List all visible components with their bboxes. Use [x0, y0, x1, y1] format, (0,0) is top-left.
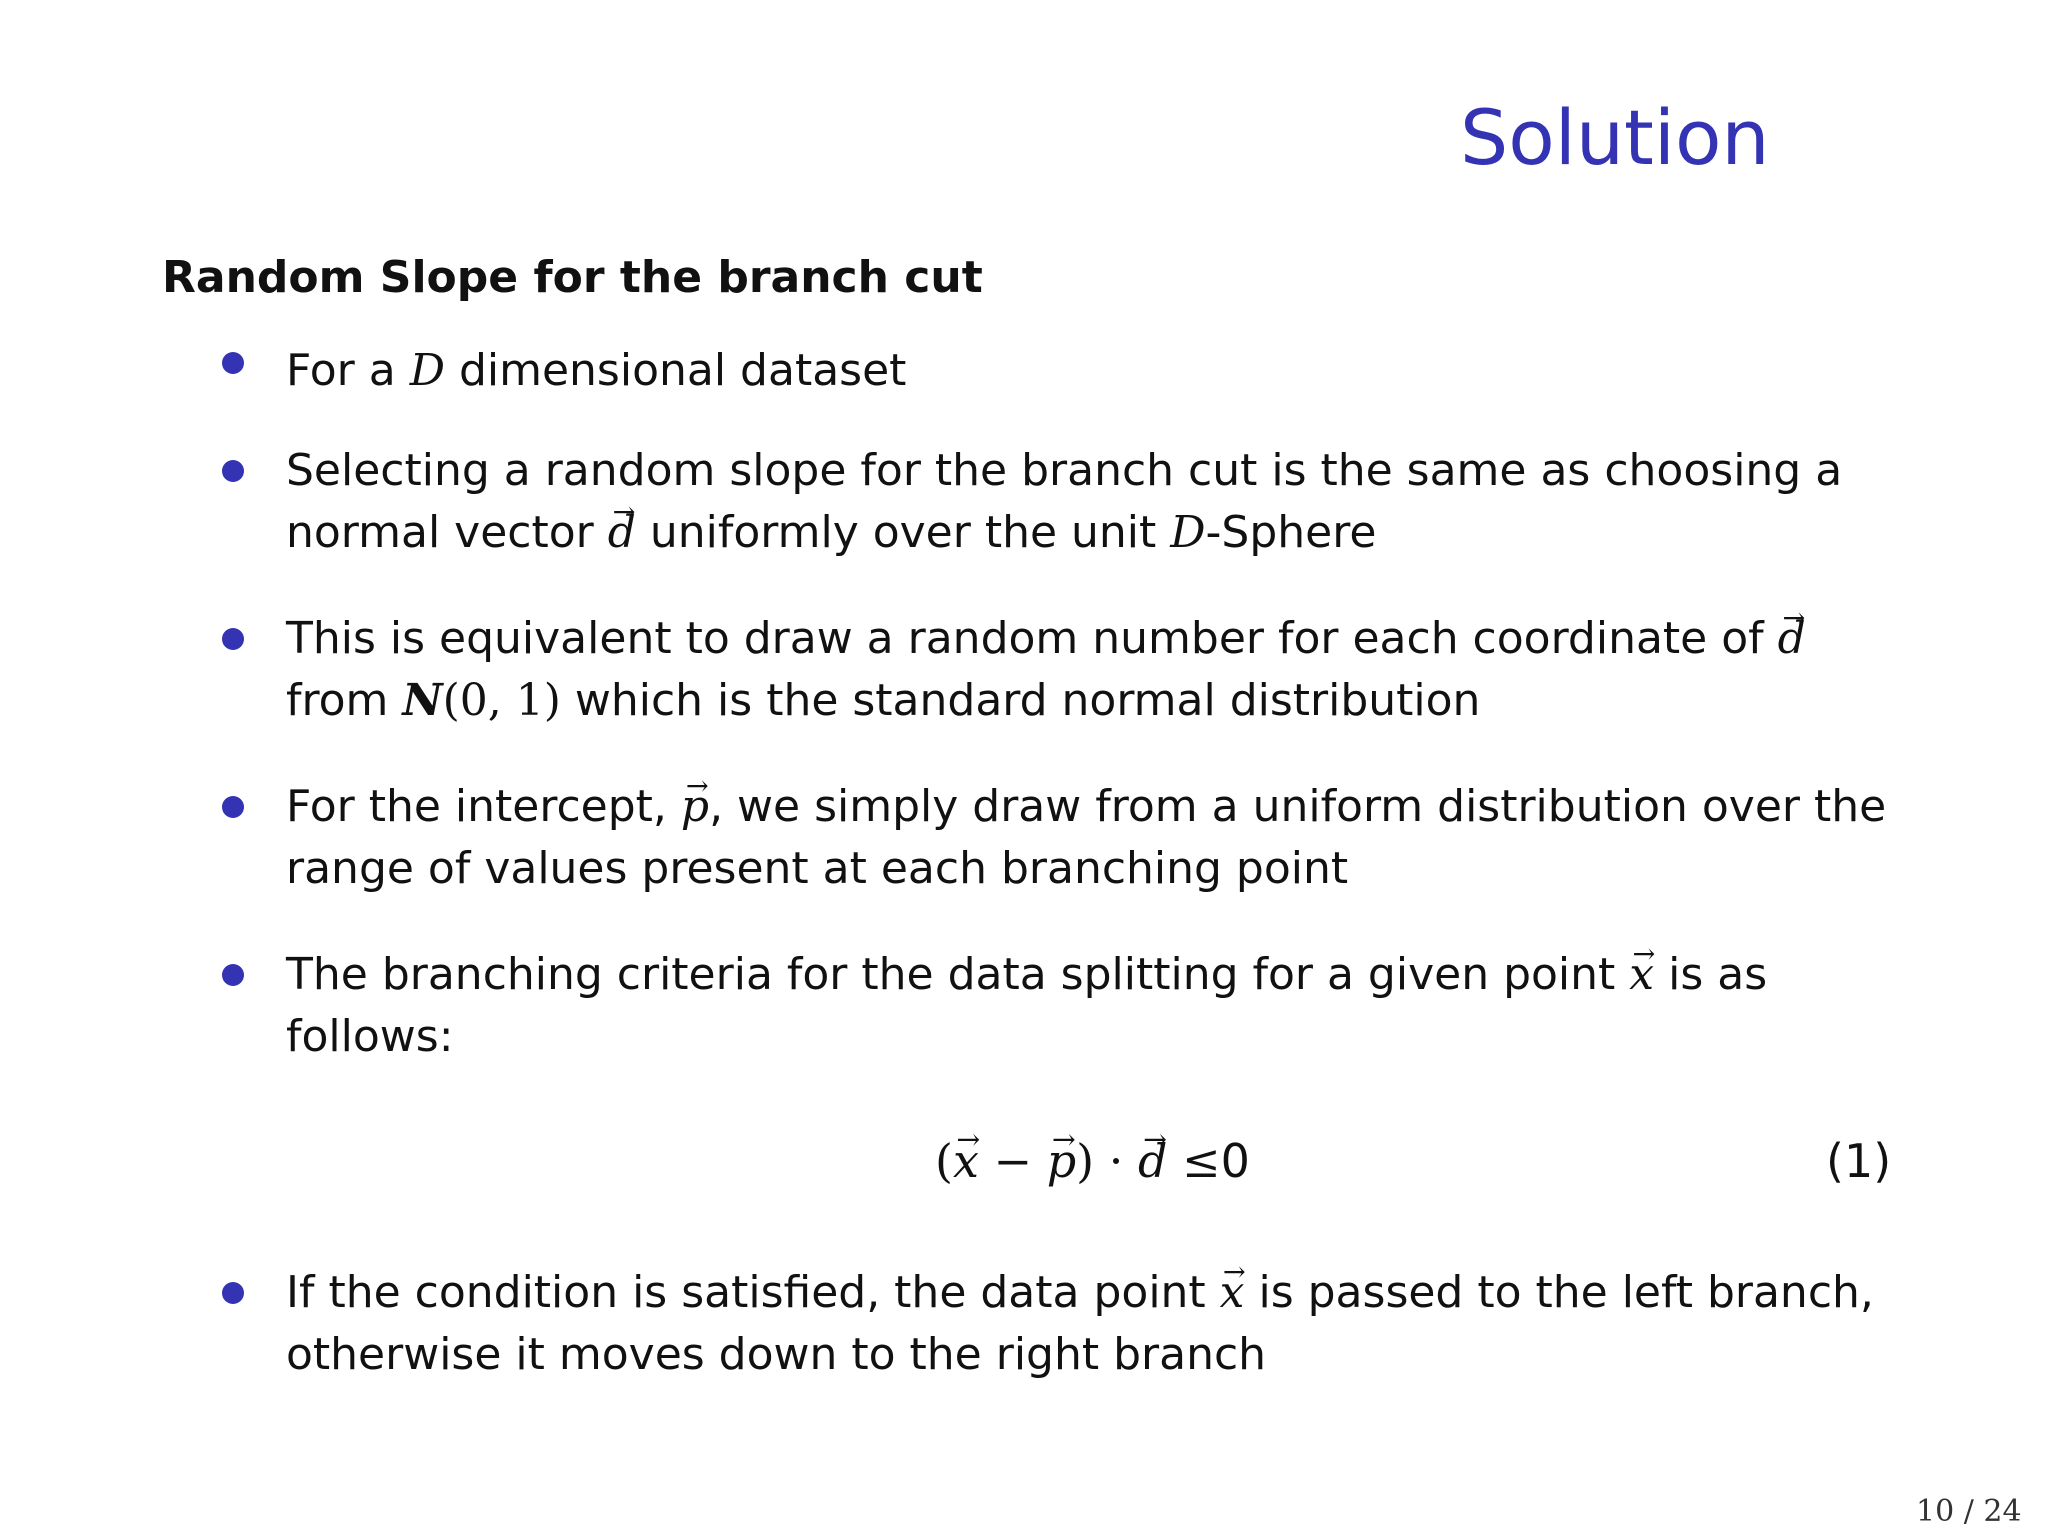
page-number: 10 / 24: [1916, 1494, 2022, 1529]
vector-p: → p: [1047, 1130, 1076, 1192]
bullet-text: [286, 1262, 1926, 1386]
text: This is equivalent to draw a random number for each coordinate of: [286, 613, 1778, 664]
text: The branching criteria for the data splitting for a given point: [286, 949, 1630, 1000]
frame-title: Solution: [1460, 93, 1770, 182]
text: Selecting a random slope for the branch cut is the same as choosing a: [286, 445, 1843, 496]
bullet-icon: [222, 352, 244, 374]
vector-p: → p: [681, 776, 709, 838]
text: which is the standard normal distribution: [560, 675, 1481, 726]
vector-x: → x: [1220, 1262, 1245, 1324]
bullet-text: [286, 944, 1926, 1068]
math-var: D: [409, 345, 445, 396]
text: otherwise it moves down to the right branch: [286, 1329, 1267, 1380]
bullet-icon: [222, 1282, 244, 1304]
text: , we simply draw from a uniform distribution over the: [709, 781, 1887, 832]
dot-operator: ·: [1094, 1134, 1138, 1188]
text-line: [286, 608, 1926, 670]
minus-sign: −: [978, 1134, 1047, 1188]
bullet-text: [286, 608, 1926, 732]
paren-close: ): [1076, 1134, 1095, 1188]
text-line: [286, 944, 1926, 1006]
text: normal vector: [286, 507, 608, 558]
text-line: [286, 502, 1926, 564]
paren-open: (: [935, 1134, 953, 1188]
math-args: (0, 1): [442, 675, 561, 726]
normal-distribution-symbol: N: [402, 675, 443, 726]
text: is as: [1654, 949, 1768, 1000]
equation-number: (1): [1826, 1134, 1892, 1188]
bullet-icon: [222, 964, 244, 986]
vector-d: → d: [1778, 608, 1806, 670]
text: range of values present at each branching point: [286, 843, 1349, 894]
math-var: D: [1170, 507, 1206, 558]
text: For a: [286, 345, 410, 396]
vector-d: → d: [1138, 1130, 1167, 1192]
text: follows:: [286, 1011, 454, 1062]
equation: [935, 1130, 1250, 1192]
text-line: [286, 776, 1926, 838]
text: -Sphere: [1205, 507, 1377, 558]
bullet-icon: [222, 628, 244, 650]
text: For the intercept,: [286, 781, 681, 832]
bullet-icon: [222, 460, 244, 482]
text: is passed to the left branch,: [1244, 1267, 1874, 1318]
leq-sign: ≤: [1167, 1134, 1221, 1188]
text-line: [286, 670, 1926, 732]
text: If the condition is satisfied, the data point: [286, 1267, 1220, 1318]
vector-x: → x: [953, 1130, 979, 1192]
text-line: [286, 1262, 1926, 1324]
bullet-text: [286, 340, 1926, 402]
text: uniformly over the unit: [635, 507, 1171, 558]
vector-d: → d: [608, 502, 636, 564]
subtitle: Random Slope for the branch cut: [162, 252, 983, 303]
bullet-text: [286, 440, 1926, 564]
text: from: [286, 675, 403, 726]
text: dimensional dataset: [444, 345, 907, 396]
vector-x: → x: [1629, 944, 1654, 1006]
bullet-icon: [222, 796, 244, 818]
bullet-text: [286, 776, 1926, 900]
equation-rhs: 0: [1220, 1134, 1250, 1188]
